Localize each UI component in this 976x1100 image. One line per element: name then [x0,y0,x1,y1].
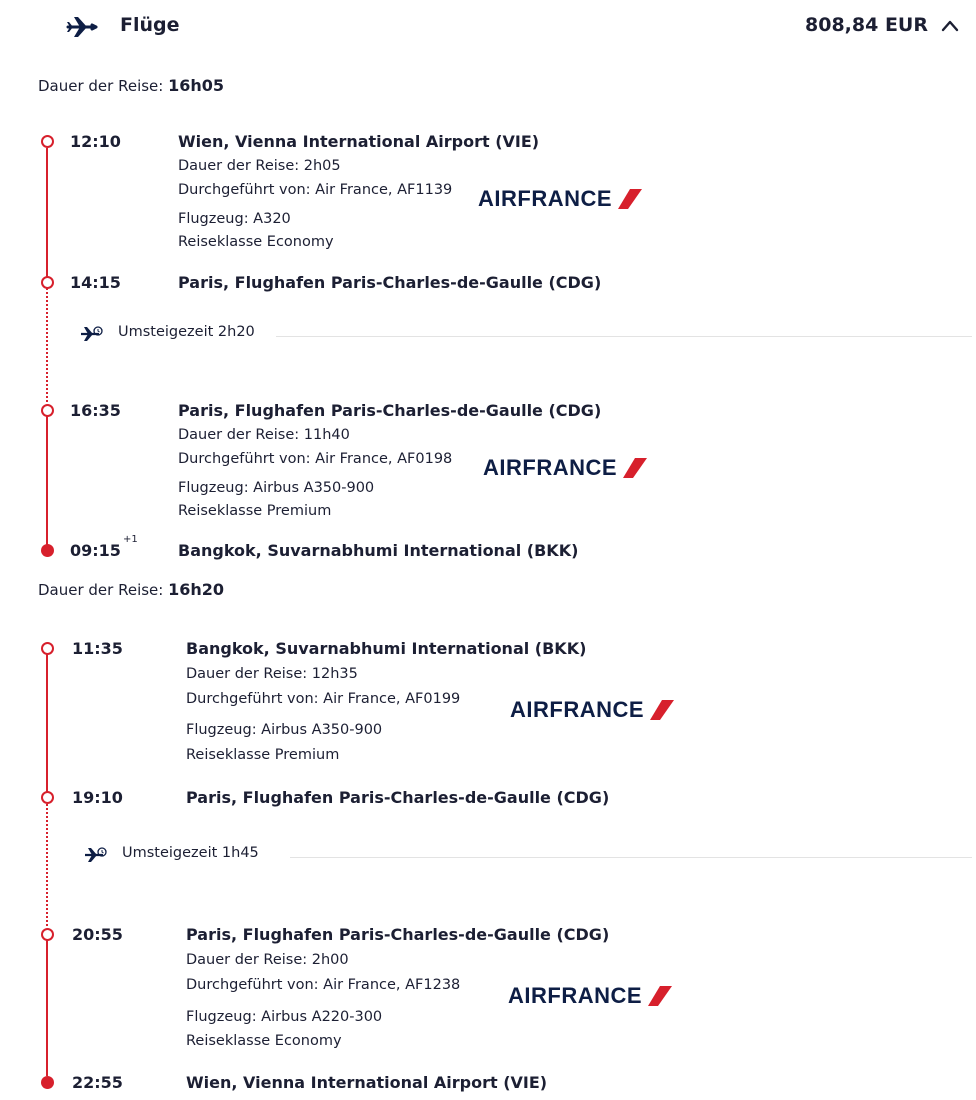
timeline-node [41,276,54,289]
segment-duration: Dauer der Reise: 12h35 [186,666,358,682]
timeline-connection-line [46,288,48,402]
air-france-stripe-icon [618,189,644,209]
air-france-logo-text: AIRFRANCE [508,983,643,1008]
timeline-segment-line [46,148,48,280]
departure-station: Wien, Vienna International Airport (VIE) [178,132,540,151]
day-offset: +1 [122,533,138,545]
plane-icon [66,14,100,40]
arrival-station: Paris, Flughafen Paris-Charles-de-Gaulle (CDG) [178,273,602,292]
departure-time: 11:35 [72,639,123,658]
inbound-trip-duration [38,580,224,599]
timeline-node [41,642,54,655]
departure-time: 20:55 [72,925,123,944]
timeline-node-final [41,1076,54,1089]
cabin-class: Reiseklasse Premium [186,747,340,763]
outbound-trip-duration [38,76,224,95]
chevron-up-icon[interactable] [940,16,960,36]
total-price: 808,84 EUR [805,14,928,36]
air-france-logo [510,697,676,723]
timeline-segment-line [46,416,48,548]
operated-by: Durchgeführt von: Air France, AF1139 [178,182,453,198]
air-france-logo-text: AIRFRANCE [483,455,618,480]
trip-duration-label: Dauer der Reise: [38,77,164,95]
aircraft-type: Flugzeug: A320 [178,211,291,227]
cabin-class: Reiseklasse Premium [178,503,332,519]
departure-time: 16:35 [70,401,121,420]
aircraft-type: Flugzeug: Airbus A220-300 [186,1009,383,1025]
departure-station: Paris, Flughafen Paris-Charles-de-Gaulle (CDG) [186,925,610,944]
connecting-flight-icon [80,324,104,344]
segment-duration: Dauer der Reise: 11h40 [178,427,350,443]
arrival-station: Bangkok, Suvarnabhumi International (BKK) [178,541,579,560]
air-france-logo [508,983,674,1009]
arrival-time: 14:15 [70,273,121,292]
arrival-time-value: 09:15 [70,541,121,560]
operated-by: Durchgeführt von: Air France, AF0199 [186,691,461,707]
air-france-logo [483,455,649,481]
timeline-node [41,791,54,804]
air-france-stripe-icon [623,458,649,478]
departure-station: Bangkok, Suvarnabhumi International (BKK) [186,639,587,658]
departure-time: 12:10 [70,132,121,151]
connection-time: Umsteigezeit 1h45 [122,845,259,861]
segment-duration: Dauer der Reise: 2h00 [186,952,349,968]
flights-header[interactable] [0,0,976,54]
timeline-node [41,928,54,941]
trip-duration-value: 16h05 [168,76,225,95]
timeline-segment-line [46,940,48,1076]
arrival-time: 19:10 [72,788,123,807]
air-france-stripe-icon [648,986,674,1006]
arrival-time: 22:55 [72,1073,123,1092]
segment-duration: Dauer der Reise: 2h05 [178,158,341,174]
cabin-class: Reiseklasse Economy [178,234,334,250]
operated-by: Durchgeführt von: Air France, AF1238 [186,977,461,993]
connection-info [80,322,976,346]
air-france-logo-text: AIRFRANCE [478,186,613,211]
divider [276,336,972,337]
timeline-connection-line [46,804,48,926]
air-france-logo-text: AIRFRANCE [510,697,645,722]
cabin-class: Reiseklasse Economy [186,1033,342,1049]
trip-duration-label: Dauer der Reise: [38,581,164,599]
arrival-station: Paris, Flughafen Paris-Charles-de-Gaulle (CDG) [186,788,610,807]
timeline-node [41,135,54,148]
divider [290,857,972,858]
arrival-time [70,533,138,560]
timeline-node [41,404,54,417]
departure-station: Paris, Flughafen Paris-Charles-de-Gaulle (CDG) [178,401,602,420]
air-france-stripe-icon [650,700,676,720]
connection-info [84,843,976,867]
operated-by: Durchgeführt von: Air France, AF0198 [178,451,453,467]
trip-duration-value: 16h20 [168,580,225,599]
arrival-station: Wien, Vienna International Airport (VIE) [186,1073,548,1092]
aircraft-type: Flugzeug: Airbus A350-900 [186,722,383,738]
header-title: Flüge [120,14,180,36]
aircraft-type: Flugzeug: Airbus A350-900 [178,480,375,496]
air-france-logo [478,186,644,212]
timeline-node-final [41,544,54,557]
connecting-flight-icon [84,845,108,865]
timeline-segment-line [46,654,48,792]
connection-time: Umsteigezeit 2h20 [118,324,255,340]
